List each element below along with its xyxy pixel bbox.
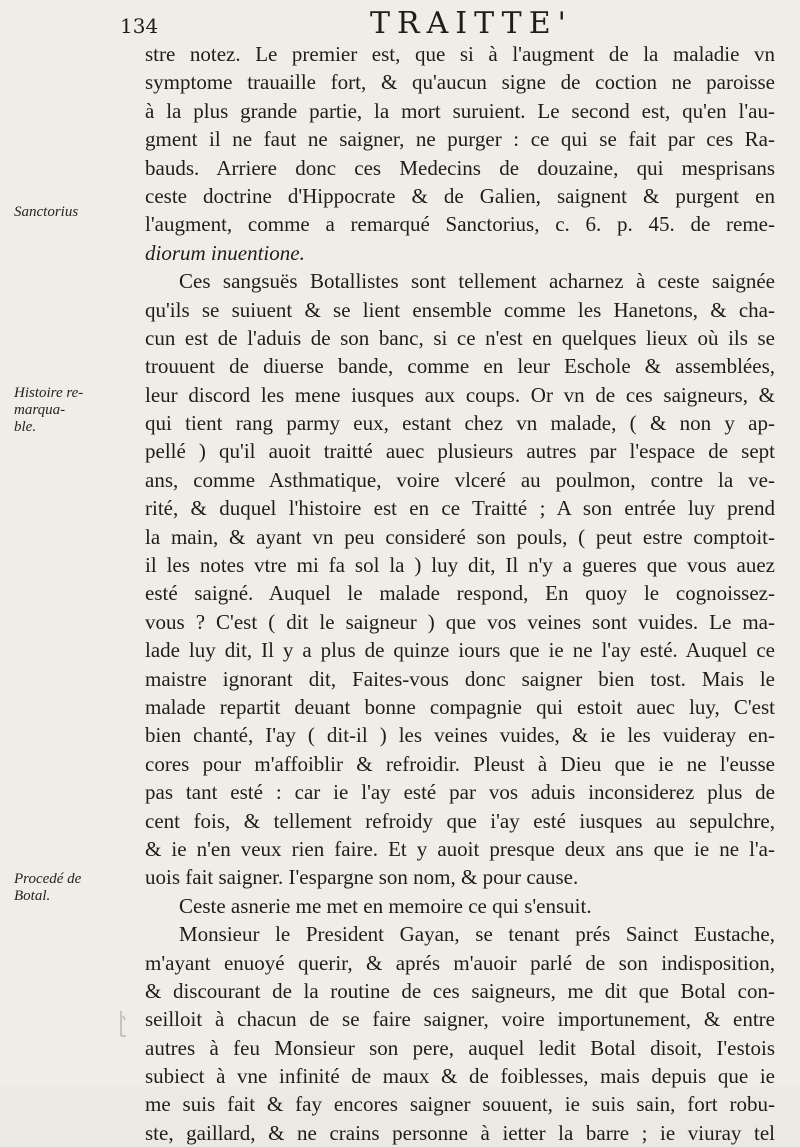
text-line: & discourant de la routine de ces saigneurs, me dit que Botal con- xyxy=(145,978,775,1003)
text-line: diorum inuentione. xyxy=(145,240,305,265)
text-line: cores pour m'affoiblir & refroidir. Pleust à Dieu que ie ne l'eusse xyxy=(145,751,775,776)
page-number: 134 xyxy=(120,14,159,38)
text-line: Monsieur le President Gayan, se tenant prés Sainct Eustache, xyxy=(179,922,775,947)
text-line: la main, & ayant vn peu consideré son pouls, ( peut estre comptoit- xyxy=(145,524,775,549)
text-line: pellé ) qu'il auoit traitté auec plusieurs autres par l'espace de sept xyxy=(145,439,775,464)
text-line: bien chanté, I'ay ( dit-il ) les veines vuides, & ie les vuideray en- xyxy=(145,723,775,748)
text-line: me suis fait & fay encores saigner souuent, ie suis sain, fort robu- xyxy=(145,1092,775,1117)
margin-note-line: Histoire re- xyxy=(14,385,84,401)
text-line: ceste doctrine d'Hippocrate & de Galien, saignent & purgent en xyxy=(145,183,775,208)
ink-speck-mark xyxy=(118,1010,128,1038)
text-line: à la plus grande partie, la mort suruient. Le second est, qu'en l'au- xyxy=(145,98,775,123)
text-line: cent fois, & tellement refroidy que i'ay esté iusques au sepulchre, xyxy=(145,808,775,833)
text-line: ste, gaillard, & ne crains personne à ietter la barre ; ie viuray tel xyxy=(145,1120,775,1145)
text-line: qui tient rang parmy eux, estant chez vn malade, ( & non y ap- xyxy=(145,411,775,436)
margin-note-histoire xyxy=(14,385,83,436)
text-line: subiect à vne infinité de maux & de foiblesses, mais depuis que ie xyxy=(145,1064,775,1089)
text-line: maistre ignorant dit, Faites-vous donc saigner bien tost. Mais le xyxy=(145,666,775,691)
text-line: symptome trauaille fort, & qu'aucun signe de coction ne paroisse xyxy=(145,70,775,95)
text-line: cun est de l'aduis de son banc, si ce n'est en quelques lieux où ils se xyxy=(145,325,775,350)
text-line: bauds. Arriere donc ces Medecins de douzaine, qui mesprisans xyxy=(145,155,775,180)
text-line: lade luy dit, Il y a plus de quinze iours que ie ne l'ay esté. Auquel ce xyxy=(145,638,775,663)
page-header xyxy=(120,4,680,40)
margin-note-line: Procedé de xyxy=(14,871,82,887)
text-line: il les notes vtre mi fa sol la ) luy dit, Il n'y a gueres que vous auez xyxy=(145,553,775,578)
margin-note-procede xyxy=(14,871,81,905)
text-line: rité, & duquel l'histoire est en ce Traitté ; A son entrée luy prend xyxy=(145,496,775,521)
margin-note-line: Botal. xyxy=(14,888,51,904)
text-line: l'augment, comme a remarqué Sanctorius, c. 6. p. 45. de reme- xyxy=(145,212,775,237)
text-line: & ie n'en veux rien faire. Et y auoit presque deux ans que ie ne l'a- xyxy=(145,836,775,861)
text-line: m'ayant enuoyé querir, & aprés m'auoir parlé de son indisposition, xyxy=(145,950,775,975)
text-line: Ces sangsuës Botallistes sont tellement acharnez à ceste saignée xyxy=(179,269,775,294)
text-line: gment il ne faut ne saigner, ne purger : ce qui se fait par ces Ra- xyxy=(145,127,775,152)
page-body-text xyxy=(145,40,775,1147)
text-line: qu'ils se suiuent & se lient ensemble comme les Hanetons, & cha- xyxy=(145,297,775,322)
text-line: leur discord les mene iusques aux coups. Or vn de ces saigneurs, & xyxy=(145,382,775,407)
text-line: uois fait saigner. I'espargne son nom, & pour cause. xyxy=(145,865,579,890)
margin-note-sanctorius xyxy=(14,204,78,221)
text-line: malade repartit deuant bonne compagnie qui estoit auec luy, C'est xyxy=(145,694,775,719)
margin-note-line: marqua- xyxy=(14,402,66,418)
text-line: pas tant esté : car ie l'ay esté par vos aduis inconsiderez plus de xyxy=(145,780,775,805)
text-line: vous ? C'est ( dit le saigneur ) que vos veines sont vuides. Le ma- xyxy=(145,609,775,634)
margin-note-line: Sanctorius xyxy=(14,204,79,220)
text-line: ans, comme Asthmatique, voire vlceré au poulmon, contre la ve- xyxy=(145,467,775,492)
margin-note-line: ble. xyxy=(14,419,37,435)
text-line: seilloit à chacun de se faire saigner, voire importunement, & entre xyxy=(145,1007,775,1032)
text-line: autres à feu Monsieur son pere, auquel ledit Botal disoit, I'estois xyxy=(145,1035,775,1060)
text-line: esté saigné. Auquel le malade respond, En quoy le cognoissez- xyxy=(145,581,775,606)
running-title: TRAITTE' xyxy=(370,6,573,41)
text-line: trouuent de diuerse bande, comme en leur Eschole & assemblées, xyxy=(145,354,775,379)
text-line: stre notez. Le premier est, que si à l'augment de la maladie vn xyxy=(145,42,775,66)
text-line: Ceste asnerie me met en memoire ce qui s'ensuit. xyxy=(179,893,592,918)
